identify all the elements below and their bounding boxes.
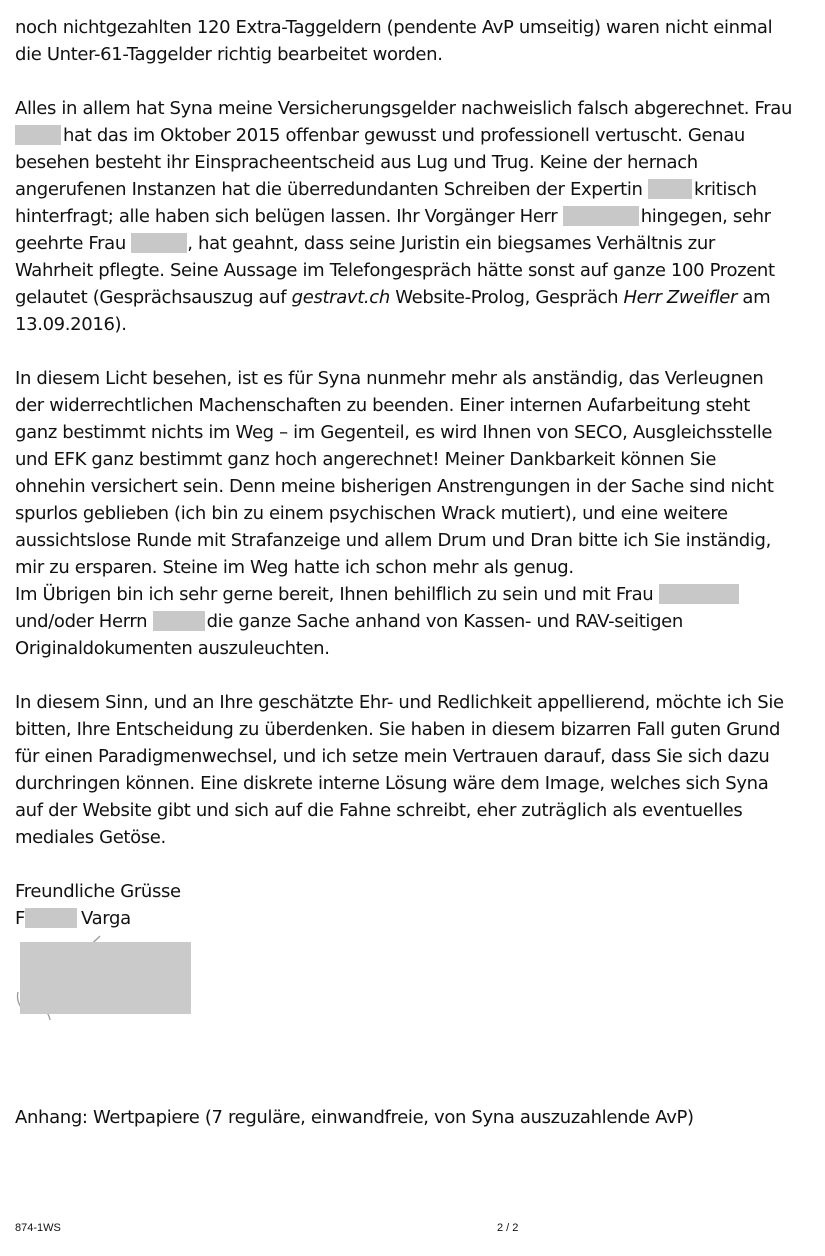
text-line: und EFK ganz bestimmt ganz hoch angerechnet! Meiner Dankbarkeit können Sie (15, 449, 717, 470)
text-line: In diesem Licht besehen, ist es für Syna nunmehr mehr als anständig, das Verleugnen (15, 368, 764, 389)
paragraph-5 (15, 689, 815, 851)
text-line: und/oder Herrn die ganze Sache anhand von Kassen- und RAV-seitigen (15, 611, 683, 632)
text-line: ganz bestimmt nichts im Weg – im Gegenteil, es wird Ihnen von SECO, Ausgleichsstelle (15, 422, 773, 443)
closing (15, 878, 815, 932)
text-line: Alles in allem hat Syna meine Versicherungsgelder nachweislich falsch abgerechnet. Frau (15, 98, 793, 119)
redaction-block (153, 611, 205, 631)
signatory-name: F Varga (15, 908, 131, 929)
text-line: noch nichtgezahlten 120 Extra-Taggeldern (pendente AvP umseitig) waren nicht einmal (15, 17, 773, 38)
paragraph-3 (15, 365, 815, 581)
text-line: für einen Paradigmenwechsel, und ich setze mein Vertrauen darauf, dass Sie sich dazu (15, 746, 770, 767)
text-line: Im Übrigen bin ich sehr gerne bereit, Ihnen behilflich zu sein und mit Frau (15, 581, 815, 608)
paragraph-4 (15, 581, 815, 662)
paragraph-1 (15, 14, 815, 68)
text-line: Originaldokumenten auszuleuchten. (15, 638, 330, 659)
greeting: Freundliche Grüsse (15, 881, 181, 902)
paragraph-2 (15, 95, 815, 338)
redaction-block (15, 125, 61, 145)
redaction-block (659, 584, 739, 604)
text-line: besehen besteht ihr Einspracheentscheid aus Lug und Trug. Keine der hernach (15, 152, 698, 173)
page-number: 2 / 2 (497, 1222, 519, 1234)
redaction-block (648, 179, 692, 199)
text-line: durchringen können. Eine diskrete interne Lösung wäre dem Image, welches sich Syna (15, 773, 769, 794)
redaction-block (131, 233, 187, 253)
conversation-reference: Herr Zweifler (623, 287, 738, 308)
text-line: In diesem Sinn, und an Ihre geschätzte Ehr- und Redlichkeit appellierend, möchte ich Sie (15, 692, 784, 713)
text-line: spurlos geblieben (ich bin zu einem psychischen Wrack mutiert), und eine weitere (15, 503, 728, 524)
text-line: mediales Getöse. (15, 827, 166, 848)
text-line: bitten, Ihre Entscheidung zu überdenken. Sie haben in diesem bizarren Fall guten Grund (15, 719, 781, 740)
redaction-block (25, 908, 77, 928)
signature-redaction (20, 942, 191, 1014)
text-line: die Unter-61-Taggelder richtig bearbeitet worden. (15, 44, 443, 65)
text-line: angerufenen Instanzen hat die überredundanten Schreiben der Expertin kritisch (15, 179, 757, 200)
letter-body (15, 14, 815, 932)
text-line: aussichtslose Runde mit Strafanzeige und allem Drum und Dran bitte ich Sie inständig, (15, 530, 771, 551)
text-line: auf der Website gibt und sich auf die Fahne schreibt, eher zuträglich als eventuelles (15, 800, 743, 821)
text-line: Wahrheit pflegte. Seine Aussage im Telefongespräch hätte sonst auf ganze 100 Prozent (15, 260, 775, 281)
text-line: hat das im Oktober 2015 offenbar gewusst und professionell vertuscht. Genau (15, 122, 815, 149)
text-line: geehrte Frau , hat geahnt, dass seine Juristin ein biegsames Verhältnis zur (15, 233, 715, 254)
attachment-note: Anhang: Wertpapiere (7 reguläre, einwandfreie, von Syna auszuzahlende AvP) (15, 1107, 694, 1128)
text-line: 13.09.2016). (15, 314, 127, 335)
text-line: der widerrechtlichen Machenschaften zu beenden. Einer internen Aufarbeitung steht (15, 395, 750, 416)
redaction-block (563, 206, 639, 226)
text-line: ohnehin versichert sein. Denn meine bisherigen Anstrengungen in der Sache sind nicht (15, 476, 774, 497)
website-reference: gestravt.ch (291, 287, 390, 308)
text-line: gelautet (Gesprächsauszug auf gestravt.ch Website-Prolog, Gespräch Herr Zweifler am (15, 287, 771, 308)
text-line: hinterfragt; alle haben sich belügen lassen. Ihr Vorgänger Herr hingegen, sehr (15, 206, 771, 227)
text-line: mir zu ersparen. Steine im Weg hatte ich schon mehr als genug. (15, 557, 574, 578)
document-id: 874-1WS (15, 1222, 61, 1234)
